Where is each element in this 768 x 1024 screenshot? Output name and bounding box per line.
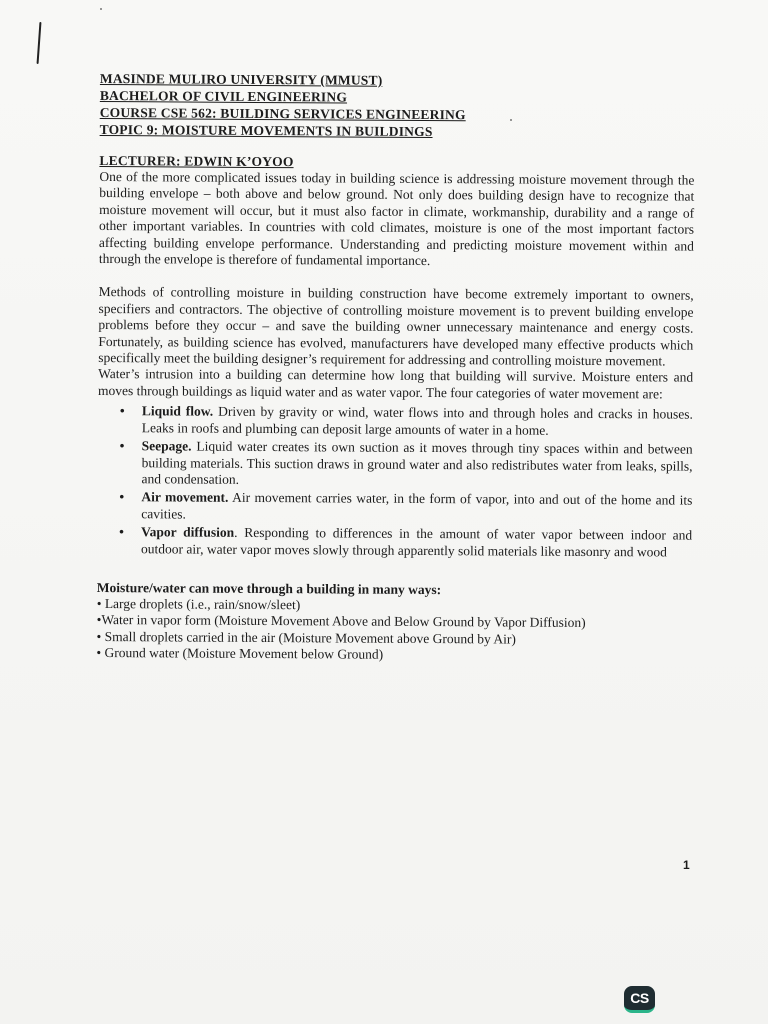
university-heading: MASINDE MULIRO UNIVERSITY (MMUST) <box>99 70 383 88</box>
list-item: •Water in vapor form (Moisture Movement Above and Below Ground by Vapor Diffusion) <box>96 612 586 631</box>
bullet-icon: • <box>119 438 125 454</box>
lecturer-heading: LECTURER: EDWIN K’OYOO <box>99 152 294 170</box>
bullet-icon: • <box>119 524 124 540</box>
list-item <box>97 524 692 560</box>
controlling-moisture-paragraph: Methods of controlling moisture in building construction have become extremely important to owners, specifiers and contractors. The objective of controlling moisture movement is to prevent building envelope problems before they occur – and save the building owner unnecessary maintenance and energy costs. Fortunately, as building science has evolved, manufacturers have developed many effective products which specifically meet the building designer’s requirement for addressing and controlling moisture movement. <box>98 284 694 369</box>
camscanner-logo-icon: CS <box>624 986 655 1013</box>
list-item: • Small droplets carried in the air (Moisture Movement above Ground by Air) <box>96 628 516 647</box>
list-item: • Ground water (Moisture Movement below Ground) <box>96 645 384 662</box>
intro-paragraph: One of the more complicated issues today in building science is addressing moisture movement through the building envelope – both above and below ground. Not only does building design have to recognize that moisture movement will occur, but it must also factor in climate, workmanship, durability and a range of other important variables. In countries with cold climates, moisture is one of the most important factors affecting building envelope performance. Understanding and predicting moisture movement within and through the envelope is therefore of fundamental importance. <box>98 168 695 269</box>
page-number: 1 <box>683 858 690 872</box>
list-item <box>97 438 692 491</box>
category-text: . Responding to differences in the amount of water vapor between indoor and outdoor air, water vapor moves slowly through apparently solid materials like masonry and wood <box>141 524 693 560</box>
list-item <box>98 403 693 439</box>
category-text: Liquid water creates its own suction as it moves through tiny spaces within and between building materials. This suction draws in ground water and also redistributes water from leaks, spills, and condensation. <box>141 438 693 487</box>
category-term: Liquid flow. <box>141 403 214 419</box>
topic-heading: TOPIC 9: MOISTURE MOVEMENTS IN BUILDINGS <box>99 121 433 140</box>
category-text: Air movement carries water, in the form of vapor, into and out of the home and its cavities. <box>141 490 693 522</box>
water-movement-categories <box>97 403 693 560</box>
bullet-icon: • <box>119 403 125 419</box>
bullet-icon: • <box>119 489 125 505</box>
list-item: • Large droplets (i.e., rain/snow/sleet) <box>96 595 301 613</box>
pen-mark <box>37 22 42 64</box>
moisture-ways-title: Moisture/water can move through a building in many ways: <box>96 579 442 598</box>
category-term: Vapor diffusion <box>141 524 235 540</box>
document-content <box>96 70 695 665</box>
moisture-ways-list <box>96 596 691 665</box>
category-term: Air movement. <box>141 489 229 506</box>
course-heading: COURSE CSE 562: BUILDING SERVICES ENGINEERING <box>99 104 466 123</box>
water-intrusion-paragraph: Water’s intrusion into a building can determine how long that building will survive. Moisture enters and moves through buildings as liquid water and as water vapor. The four categories of water movement are: <box>97 366 694 402</box>
degree-heading: BACHELOR OF CIVIL ENGINEERING <box>99 87 348 105</box>
scan-speck <box>100 8 102 10</box>
category-term: Seepage. <box>141 438 192 454</box>
list-item <box>97 489 692 525</box>
category-text: Driven by gravity or wind, water flows into and through holes and cracks in houses. Leaks in roofs and plumbing can deposit large amounts of water in a home. <box>141 403 693 438</box>
